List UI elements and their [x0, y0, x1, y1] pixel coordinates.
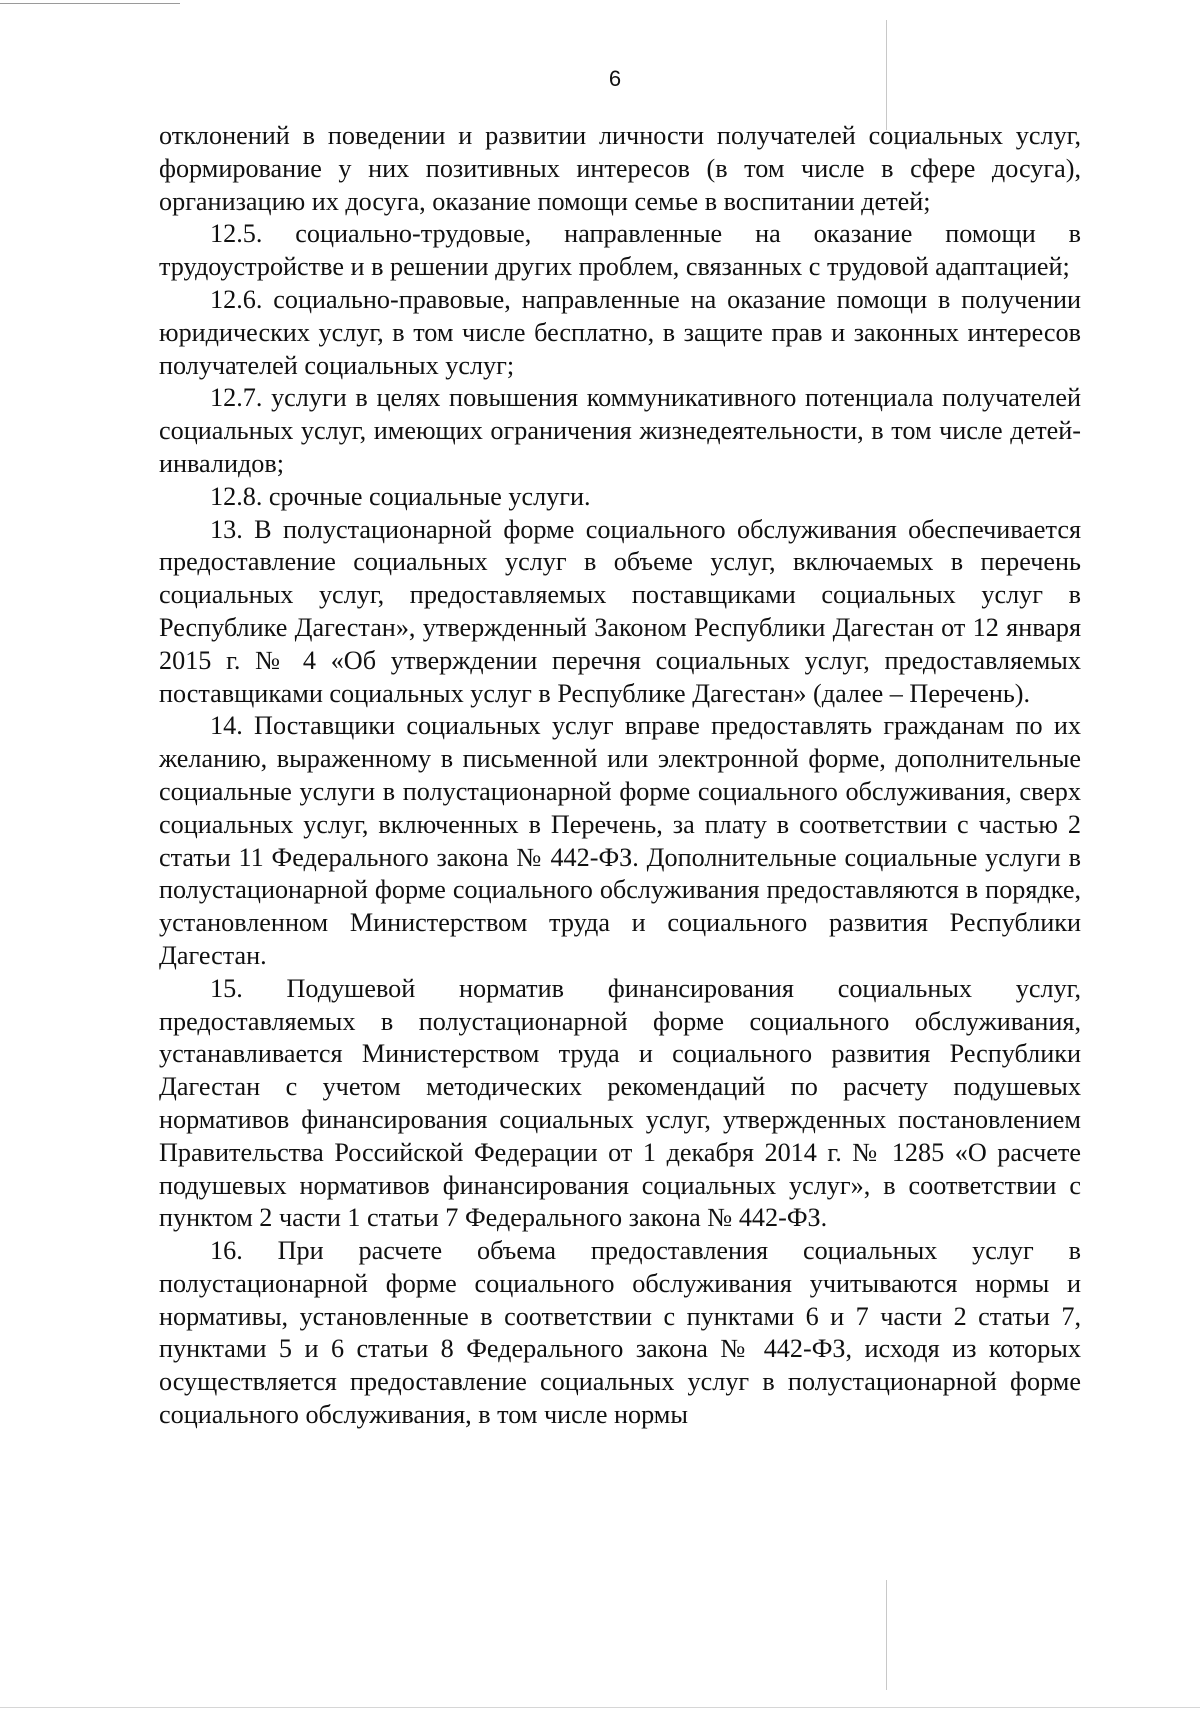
paragraph-16: 16. При расчете объема предоставления социальных услуг в полустационарной форме социального обслуживания учитываются нормы и нормативы, установленные в соответствии с пунктами 6 и 7 части 2 статьи 7, пунктами 5 и 6 статьи 8 Федерального закона № 442-ФЗ, исходя из которых осуществляется предоставление социальных услуг в полустационарной форме социального обслуживания, в том числе нормы	[159, 1236, 1081, 1430]
paragraph-continuation: отклонений в поведении и развитии личности получателей социальных услуг, формирование у них позитивных интересов (в том числе в сфере досуга), организацию их досуга, оказание помощи семье в воспитании детей;	[159, 121, 1081, 216]
paragraph-15: 15. Подушевой норматив финансирования социальных услуг, предоставляемых в полустационарной форме социального обслуживания, устанавливается Министерством труда и социального развития Республики Дагестан с учетом методических рекомендаций по расчету подушевых нормативов финансирования социальных услуг, утвержденных постановлением Правительства Российской Федерации от 1 декабря 2014 г. № 1285 «О расчете подушевых нормативов финансирования социальных услуг», в соответствии с пунктом 2 части 1 статьи 7 Федерального закона № 442-ФЗ.	[159, 973, 1081, 1233]
document-body	[159, 120, 1081, 1432]
paragraph-12-5: 12.5. социально-трудовые, направленные на оказание помощи в трудоустройстве и в решении других проблем, связанных с трудовой адаптацией;	[159, 219, 1081, 282]
scan-fold-mark	[886, 1580, 887, 1690]
scan-edge-line	[0, 3, 180, 4]
paragraph-12-7: 12.7. услуги в целях повышения коммуникативного потенциала получателей социальных услуг, имеющих ограничения жизнедеятельности, в том числе детей-инвалидов;	[159, 383, 1081, 478]
scan-edge-line	[0, 1707, 1200, 1708]
paragraph-14: 14. Поставщики социальных услуг вправе предоставлять гражданам по их желанию, выраженному в письменной или электронной форме, дополнительные социальные услуги в полустационарной форме социального обслуживания, сверх социальных услуг, включенных в Перечень, за плату в соответствии с частью 2 статьи 11 Федерального закона № 442-ФЗ. Дополнительные социальные услуги в полустационарной форме социального обслуживания предоставляются в порядке, установленном Министерством труда и социального развития Республики Дагестан.	[159, 711, 1081, 970]
paragraph-13: 13. В полустационарной форме социального обслуживания обеспечивается предоставление социальных услуг в объеме услуг, включаемых в перечень социальных услуг, предоставляемых поставщиками социальных услуг в Республике Дагестан», утвержденный Законом Республики Дагестан от 12 января 2015 г. № 4 «Об утверждении перечня социальных услуг, предоставляемых поставщиками социальных услуг в Республике Дагестан» (далее – Перечень).	[159, 514, 1081, 708]
page-number: 6	[608, 66, 622, 91]
paragraph-12-8: 12.8. срочные социальные услуги.	[210, 481, 591, 511]
paragraph-12-6: 12.6. социально-правовые, направленные на оказание помощи в получении юридических услуг, в том числе бесплатно, в защите прав и законных интересов получателей социальных услуг;	[159, 284, 1081, 380]
